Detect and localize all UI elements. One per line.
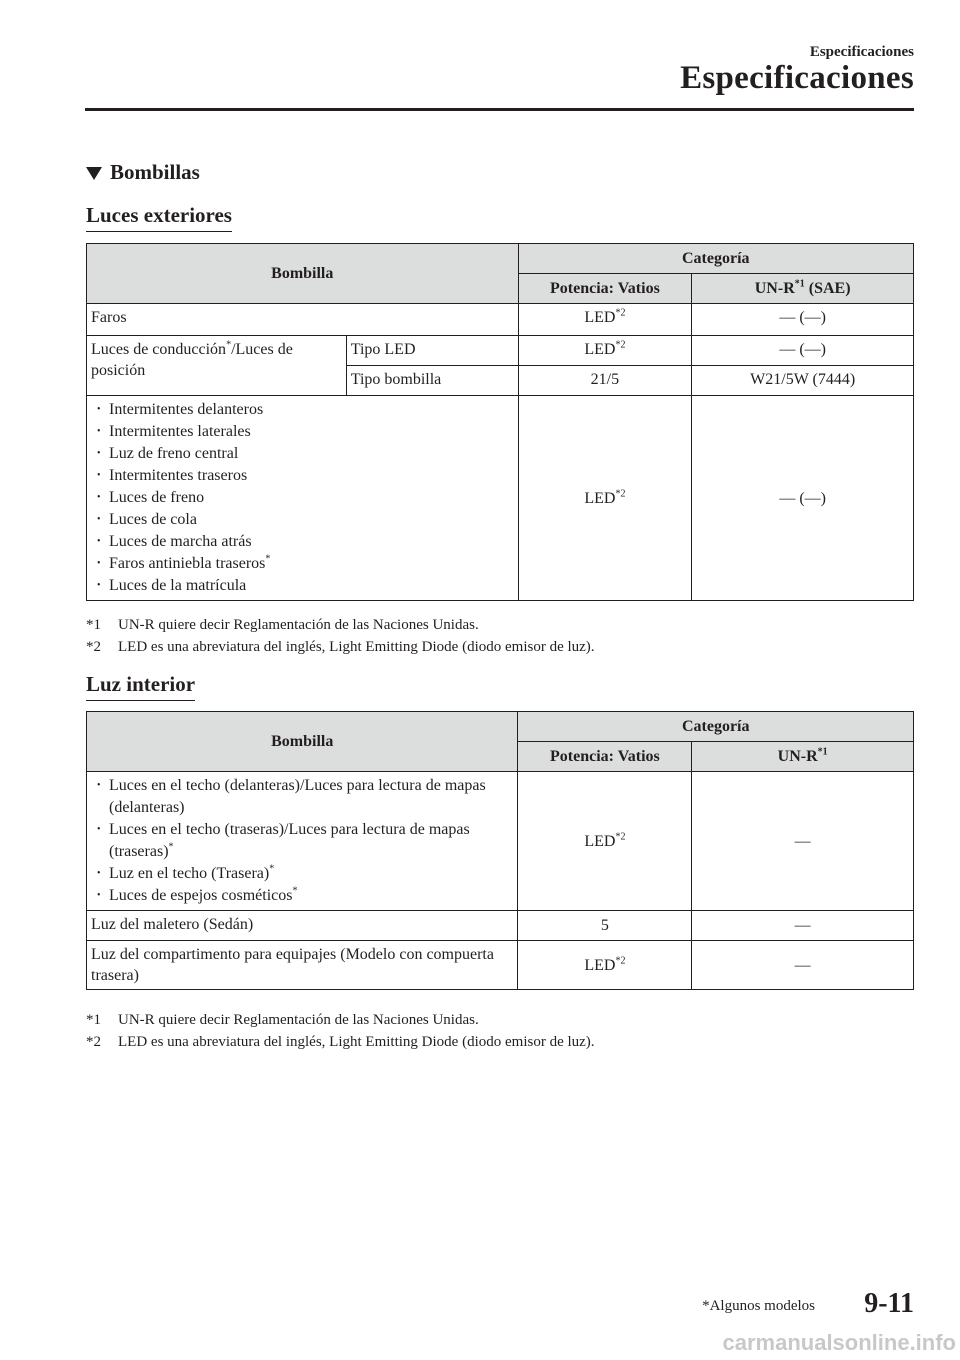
list-item: • Intermitentes laterales: [91, 421, 514, 443]
header-power: Potencia: Vatios: [518, 274, 692, 304]
row-trunk-unr: ―: [692, 911, 914, 941]
row-trunk-power: 5: [518, 911, 692, 941]
row-signals-list: [87, 396, 519, 601]
row-cargo-unr: ―: [692, 941, 914, 990]
footnote: *2 LED es una abreviatura del inglés, Light Emitting Diode (diodo emisor de luz).: [86, 639, 595, 655]
footnote: *1 UN-R quiere decir Reglamentación de las Naciones Unidas.: [86, 1012, 479, 1028]
exterior-lights-table: [86, 243, 914, 601]
list-item: • Luces en el techo (traseras)/Luces para lectura de mapas (traseras)*: [91, 819, 513, 863]
exterior-bulb-list: [91, 399, 514, 597]
header-unr: $UN-R^{*1}$ (SAE): [692, 274, 914, 304]
exterior-footnotes: [86, 614, 595, 658]
row-driving-bulb-power: 21/5: [518, 366, 692, 396]
header-category: Categoría: [518, 712, 914, 742]
row-cargo-label: Luz del compartimento para equipajes (Modelo con compuerta trasera): [87, 941, 518, 990]
row-cargo-power: LED$^{*2}$: [518, 941, 692, 990]
section-title: [86, 160, 200, 185]
row-ceiling-unr: ―: [692, 772, 914, 911]
row-trunk-label: Luz del maletero (Sedán): [87, 911, 518, 941]
list-item: • Luces de espejos cosméticos*: [91, 885, 513, 907]
interior-footnotes: [86, 1009, 595, 1053]
interior-bulb-list: [91, 775, 513, 907]
section-title-text: Bombillas: [110, 160, 200, 184]
row-ceiling-list: [87, 772, 518, 911]
watermark: carmanualsonline.info: [722, 1330, 956, 1355]
list-item: • Luz de freno central: [91, 443, 514, 465]
list-item: • Luces de marcha atrás: [91, 531, 514, 553]
list-item: • Luz en el techo (Trasera)*: [91, 863, 513, 885]
list-item: • Faros antiniebla traseros*: [91, 553, 514, 575]
header-bulb: Bombilla: [87, 712, 518, 772]
row-faros-power: LED$^{*2}$: [518, 304, 692, 336]
header-rule: [85, 108, 914, 111]
exterior-lights-title: Luces exteriores: [86, 203, 232, 232]
triangle-down-icon: [86, 167, 102, 180]
header-unr: $UN-R^{*1}$: [692, 742, 914, 772]
row-driving-led-power: LED$^{*2}$: [518, 336, 692, 366]
interior-lights-title: Luz interior: [86, 672, 195, 701]
list-item: • Luces de freno: [91, 487, 514, 509]
header-power: Potencia: Vatios: [518, 742, 692, 772]
header-bulb: Bombilla: [87, 244, 519, 304]
header-category: Categoría: [518, 244, 913, 274]
footnote: *1 UN-R quiere decir Reglamentación de las Naciones Unidas.: [86, 617, 479, 633]
list-item: • Luces en el techo (delanteras)/Luces para lectura de mapas (delanteras): [91, 775, 513, 819]
row-ceiling-power: LED$^{*2}$: [518, 772, 692, 911]
list-item: • Luces de cola: [91, 509, 514, 531]
page-number: 9-11: [864, 1288, 914, 1319]
list-item: • Intermitentes traseros: [91, 465, 514, 487]
row-faros-label: Faros: [87, 304, 519, 336]
row-driving-bulb-unr: W21/5W (7444): [692, 366, 914, 396]
row-driving-led-unr: ― (―): [692, 336, 914, 366]
list-item: • Intermitentes delanteros: [91, 399, 514, 421]
running-header-small: Especificaciones: [809, 44, 914, 60]
interior-lights-table: [86, 711, 914, 990]
footnote: *2 LED es una abreviatura del inglés, Light Emitting Diode (diodo emisor de luz).: [86, 1034, 595, 1050]
row-driving-led-type: Tipo LED: [346, 336, 518, 366]
running-header-title: Especificaciones: [680, 60, 914, 96]
row-driving-bulb-type: Tipo bombilla: [346, 366, 518, 396]
list-item: • Luces de la matrícula: [91, 575, 514, 597]
row-faros-unr: ― (―): [692, 304, 914, 336]
footer-note: *Algunos modelos: [702, 1298, 815, 1314]
row-signals-unr: ― (―): [692, 396, 914, 601]
row-signals-power: LED$^{*2}$: [518, 396, 692, 601]
row-driving-label: Luces de conducción*/Luces de posición: [87, 336, 347, 396]
